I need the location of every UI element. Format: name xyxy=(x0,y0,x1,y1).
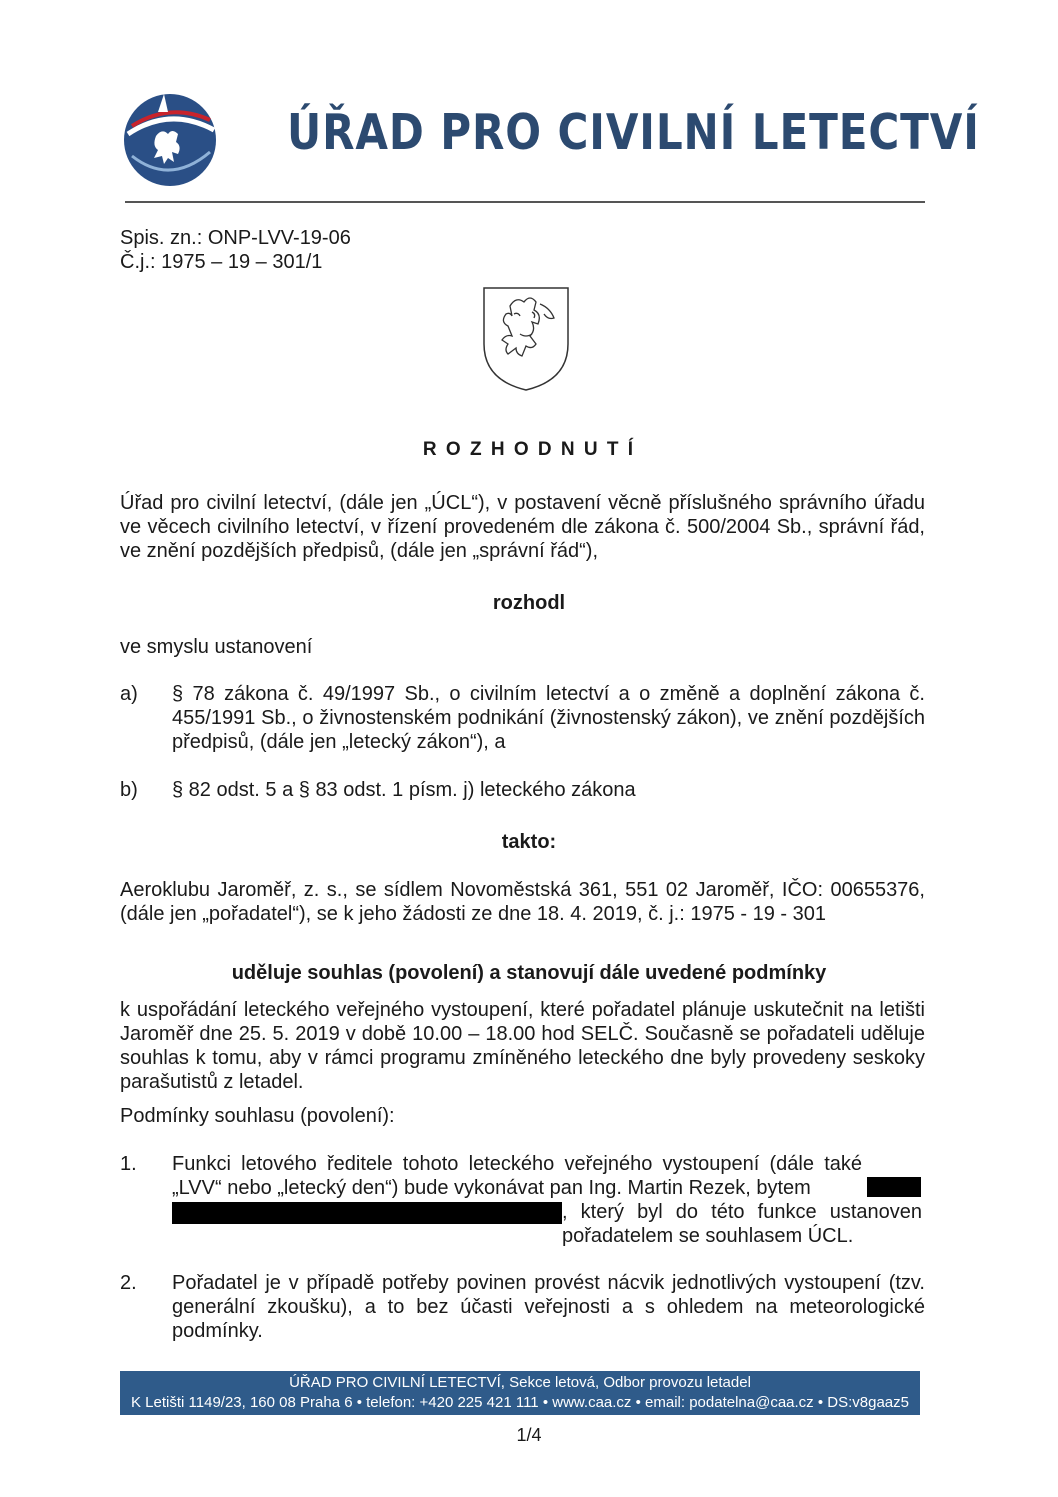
provision-b-marker: b) xyxy=(120,779,138,801)
condition-1-text-part2: , který byl do této funkce ustanoven pořadatelem se souhlasem ÚCL. xyxy=(562,1201,922,1247)
footer-line-1: ÚŘAD PRO CIVILNÍ LETECTVÍ, Sekce letová, Odbor provozu letadel xyxy=(289,1374,751,1391)
decision-verb: rozhodl xyxy=(492,592,566,614)
condition-1-text xyxy=(172,1152,925,1248)
page-number: 1/4 xyxy=(516,1425,542,1445)
reference-number: Č.j.: 1975 – 19 – 301/1 xyxy=(120,251,323,273)
provisions-intro: ve smyslu ustanovení xyxy=(120,636,313,658)
header-divider xyxy=(125,201,925,203)
applicant-paragraph: Aeroklubu Jaroměř, z. s., se sídlem Novoměstská 361, 551 02 Jaroměř, IČO: 00655376, (dále jen „pořadatel“), se k jeho žádosti ze dne 18. 4. 2019, č. j.: 1975 - 19 - 301 xyxy=(120,879,925,925)
footer-bar xyxy=(120,1371,920,1415)
page-title: ÚŘAD PRO CIVILNÍ LETECTVÍ xyxy=(287,104,980,161)
state-coat-of-arms-icon xyxy=(480,284,572,394)
decision-heading: R O Z H O D N U T Í xyxy=(422,439,636,460)
grant-heading: uděluje souhlas (povolení) a stanovují dále uvedené podmínky xyxy=(231,962,827,984)
condition-2-marker: 2. xyxy=(120,1272,137,1294)
provision-b-text: § 82 odst. 5 a § 83 odst. 1 písm. j) leteckého zákona xyxy=(172,779,636,801)
grant-paragraph: k uspořádání leteckého veřejného vystoupení, které pořadatel plánuje uskutečnit na letišti Jaroměř dne 25. 5. 2019 v době 10.00 – 18.00 hod SELČ. Současně se pořadateli uděluje souhlas k tomu, aby v rámci programu zmíněného leteckého dne byly provedeny seskoky parašutistů z letadel. xyxy=(120,999,925,1093)
condition-1-marker: 1. xyxy=(120,1153,137,1175)
condition-2-text: Pořadatel je v případě potřeby povinen provést nácvik jednotlivých vystoupení (tzv. generální zkoušku), a to bez účasti veřejnosti a s ohledem na meteorologické podmínky. xyxy=(172,1272,925,1342)
intro-paragraph: Úřad pro civilní letectví, (dále jen „ÚCL“), v postavení věcně příslušného správního úřadu ve věcech civilního letectví, v řízení provedeném dle zákona č. 500/2004 Sb., správní řád, ve znění pozdějších předpisů, (dále jen „správní řád“), xyxy=(120,492,925,562)
redaction-bar xyxy=(172,1202,562,1224)
provision-a-marker: a) xyxy=(120,683,138,705)
condition-1-text-part1: Funkci letového ředitele tohoto leteckého veřejného vystoupení (dále také „LVV“ nebo „letecký den“) bude vykonávat pan Ing. Martin Rezek, bytem xyxy=(172,1153,862,1199)
ucl-logo-icon xyxy=(118,86,222,190)
file-number: Spis. zn.: ONP-LVV-19-06 xyxy=(120,227,351,249)
footer-line-2: K Letišti 1149/23, 160 08 Praha 6 • telefon: +420 225 421 111 • www.caa.cz • email: podatelna@caa.cz • DS:v8gaaz5 xyxy=(131,1394,909,1411)
conditions-heading: Podmínky souhlasu (povolení): xyxy=(120,1105,395,1127)
takto-heading: takto: xyxy=(501,831,557,853)
redaction-bar xyxy=(867,1177,921,1197)
provision-a-text: § 78 zákona č. 49/1997 Sb., o civilním letectví a o změně a doplnění zákona č. 455/1991 Sb., o živnostenském podnikání (živnostenský zákon), ve znění pozdějších předpisů, (dále jen „letecký zákon“), a xyxy=(172,683,925,753)
